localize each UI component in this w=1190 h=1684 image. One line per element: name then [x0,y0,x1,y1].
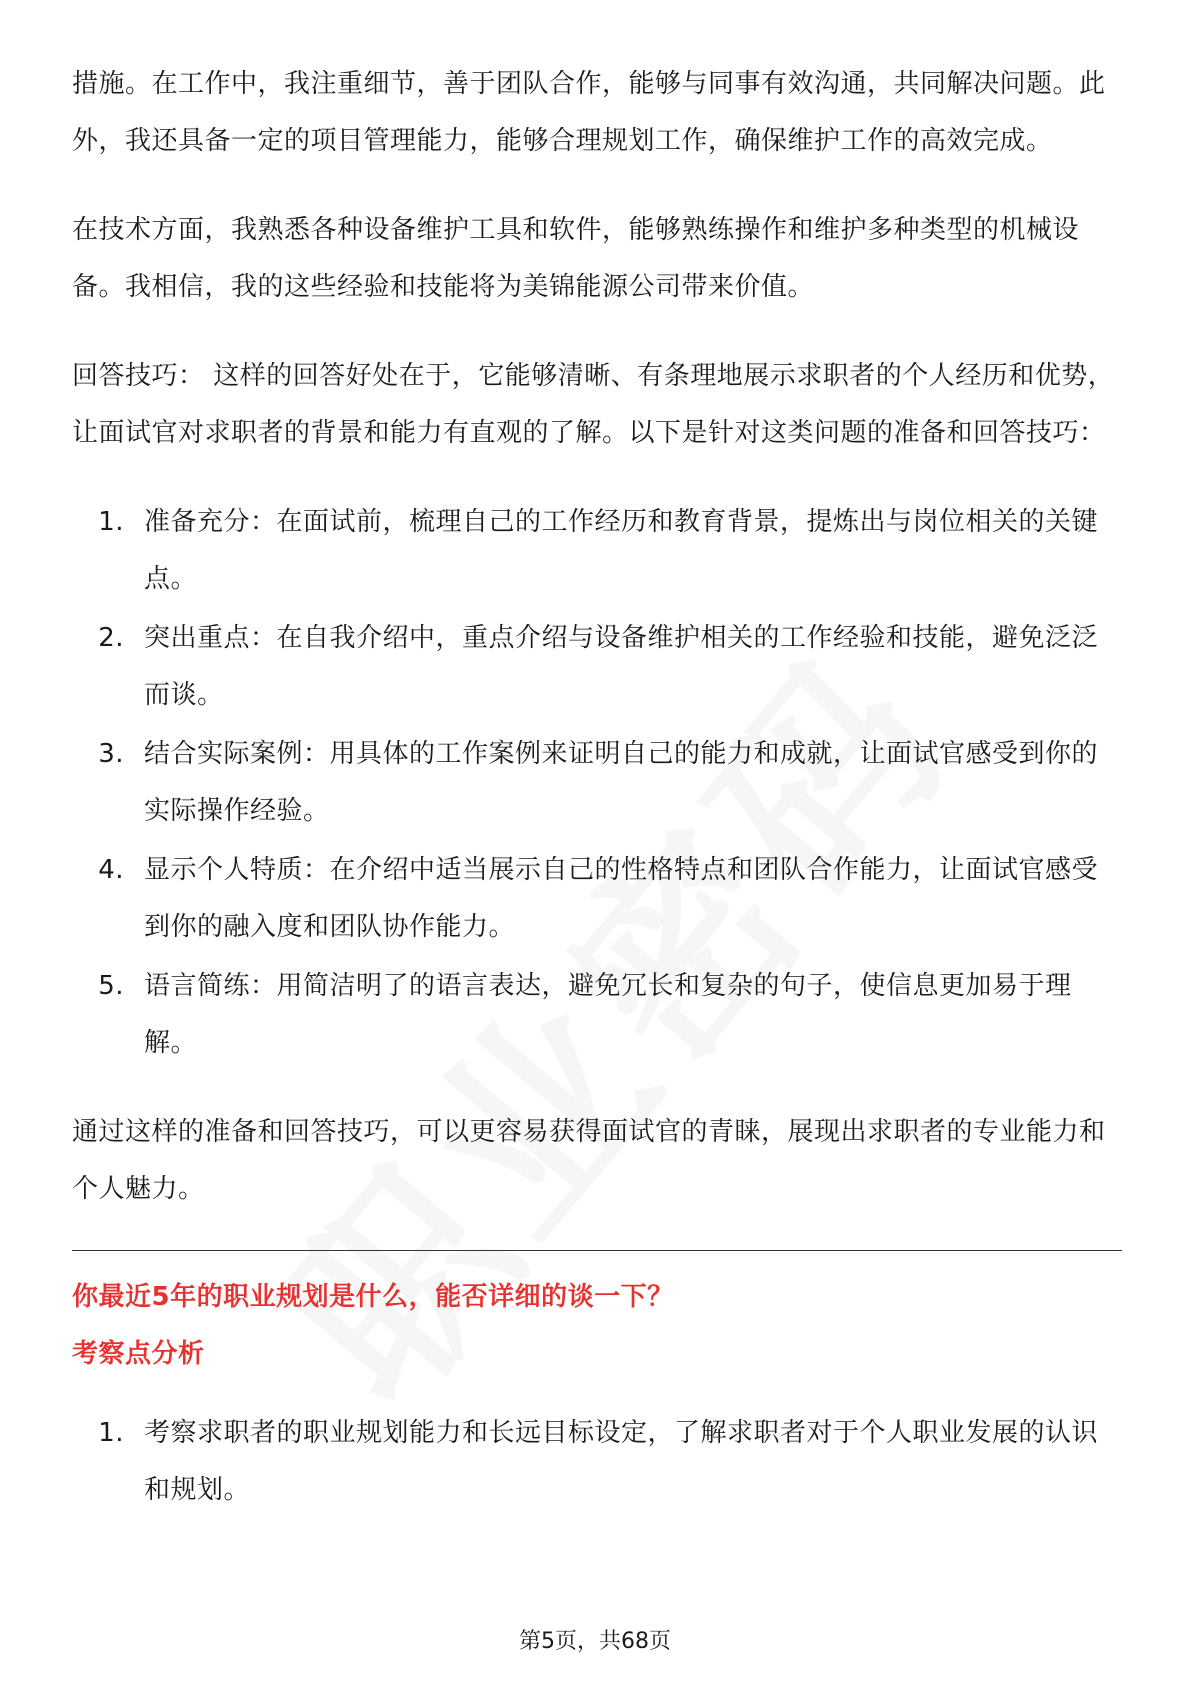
list-item [72,1405,1122,1519]
list-text: 考察求职者的职业规划能力和长远目标设定，了解求职者对于个人职业发展的认识和规划。 [144,1418,1099,1505]
list-text: 准备充分：在面试前，梳理自己的工作经历和教育背景，提炼出与岗位相关的关键点。 [144,507,1099,594]
list-number: 4. [98,855,124,885]
list-item [72,726,1122,840]
list-text: 显示个人特质：在介绍中适当展示自己的性格特点和团队合作能力，让面试官感受到你的融入度和团队协作能力。 [144,855,1099,942]
list-item [72,494,1122,608]
list-number: 2. [98,623,124,653]
list-item [72,842,1122,956]
analysis-list [72,1405,1122,1519]
question-title: 你最近5年的职业规划是什么，能否详细的谈一下？ [72,1282,674,1312]
list-text: 语言简练：用简洁明了的语言表达，避免冗长和复杂的句子，使信息更加易于理解。 [144,971,1072,1058]
section-divider [72,1250,1122,1251]
list-text: 结合实际案例：用具体的工作案例来证明自己的能力和成就，让面试官感受到你的实际操作经验。 [144,739,1099,826]
list-number: 1. [98,1418,124,1448]
document-page [72,56,1122,1551]
paragraph: 回答技巧： 这样的回答好处在于，它能够清晰、有条理地展示求职者的个人经历和优势，让面试官对求职者的背景和能力有直观的了解。以下是针对这类问题的准备和回答技巧： [72,361,1115,448]
paragraph: 措施。在工作中，我注重细节，善于团队合作，能够与同事有效沟通，共同解决问题。此外，我还具备一定的项目管理能力，能够合理规划工作，确保维护工作的高效完成。 [72,69,1106,156]
tips-list [72,494,1122,1072]
list-text: 突出重点：在自我介绍中，重点介绍与设备维护相关的工作经验和技能，避免泛泛而谈。 [144,623,1099,710]
list-number: 3. [98,739,124,769]
list-number: 5. [98,971,124,1001]
list-item [72,958,1122,1072]
list-number: 1. [98,507,124,537]
list-item [72,610,1122,724]
analysis-heading: 考察点分析 [72,1339,205,1369]
page-footer: 第5页，共68页 [519,1629,671,1654]
paragraph: 在技术方面，我熟悉各种设备维护工具和软件，能够熟练操作和维护多种类型的机械设备。我相信，我的这些经验和技能将为美锦能源公司带来价值。 [72,215,1080,302]
conclusion-paragraph: 通过这样的准备和回答技巧，可以更容易获得面试官的青睐，展现出求职者的专业能力和个人魅力。 [72,1117,1106,1204]
